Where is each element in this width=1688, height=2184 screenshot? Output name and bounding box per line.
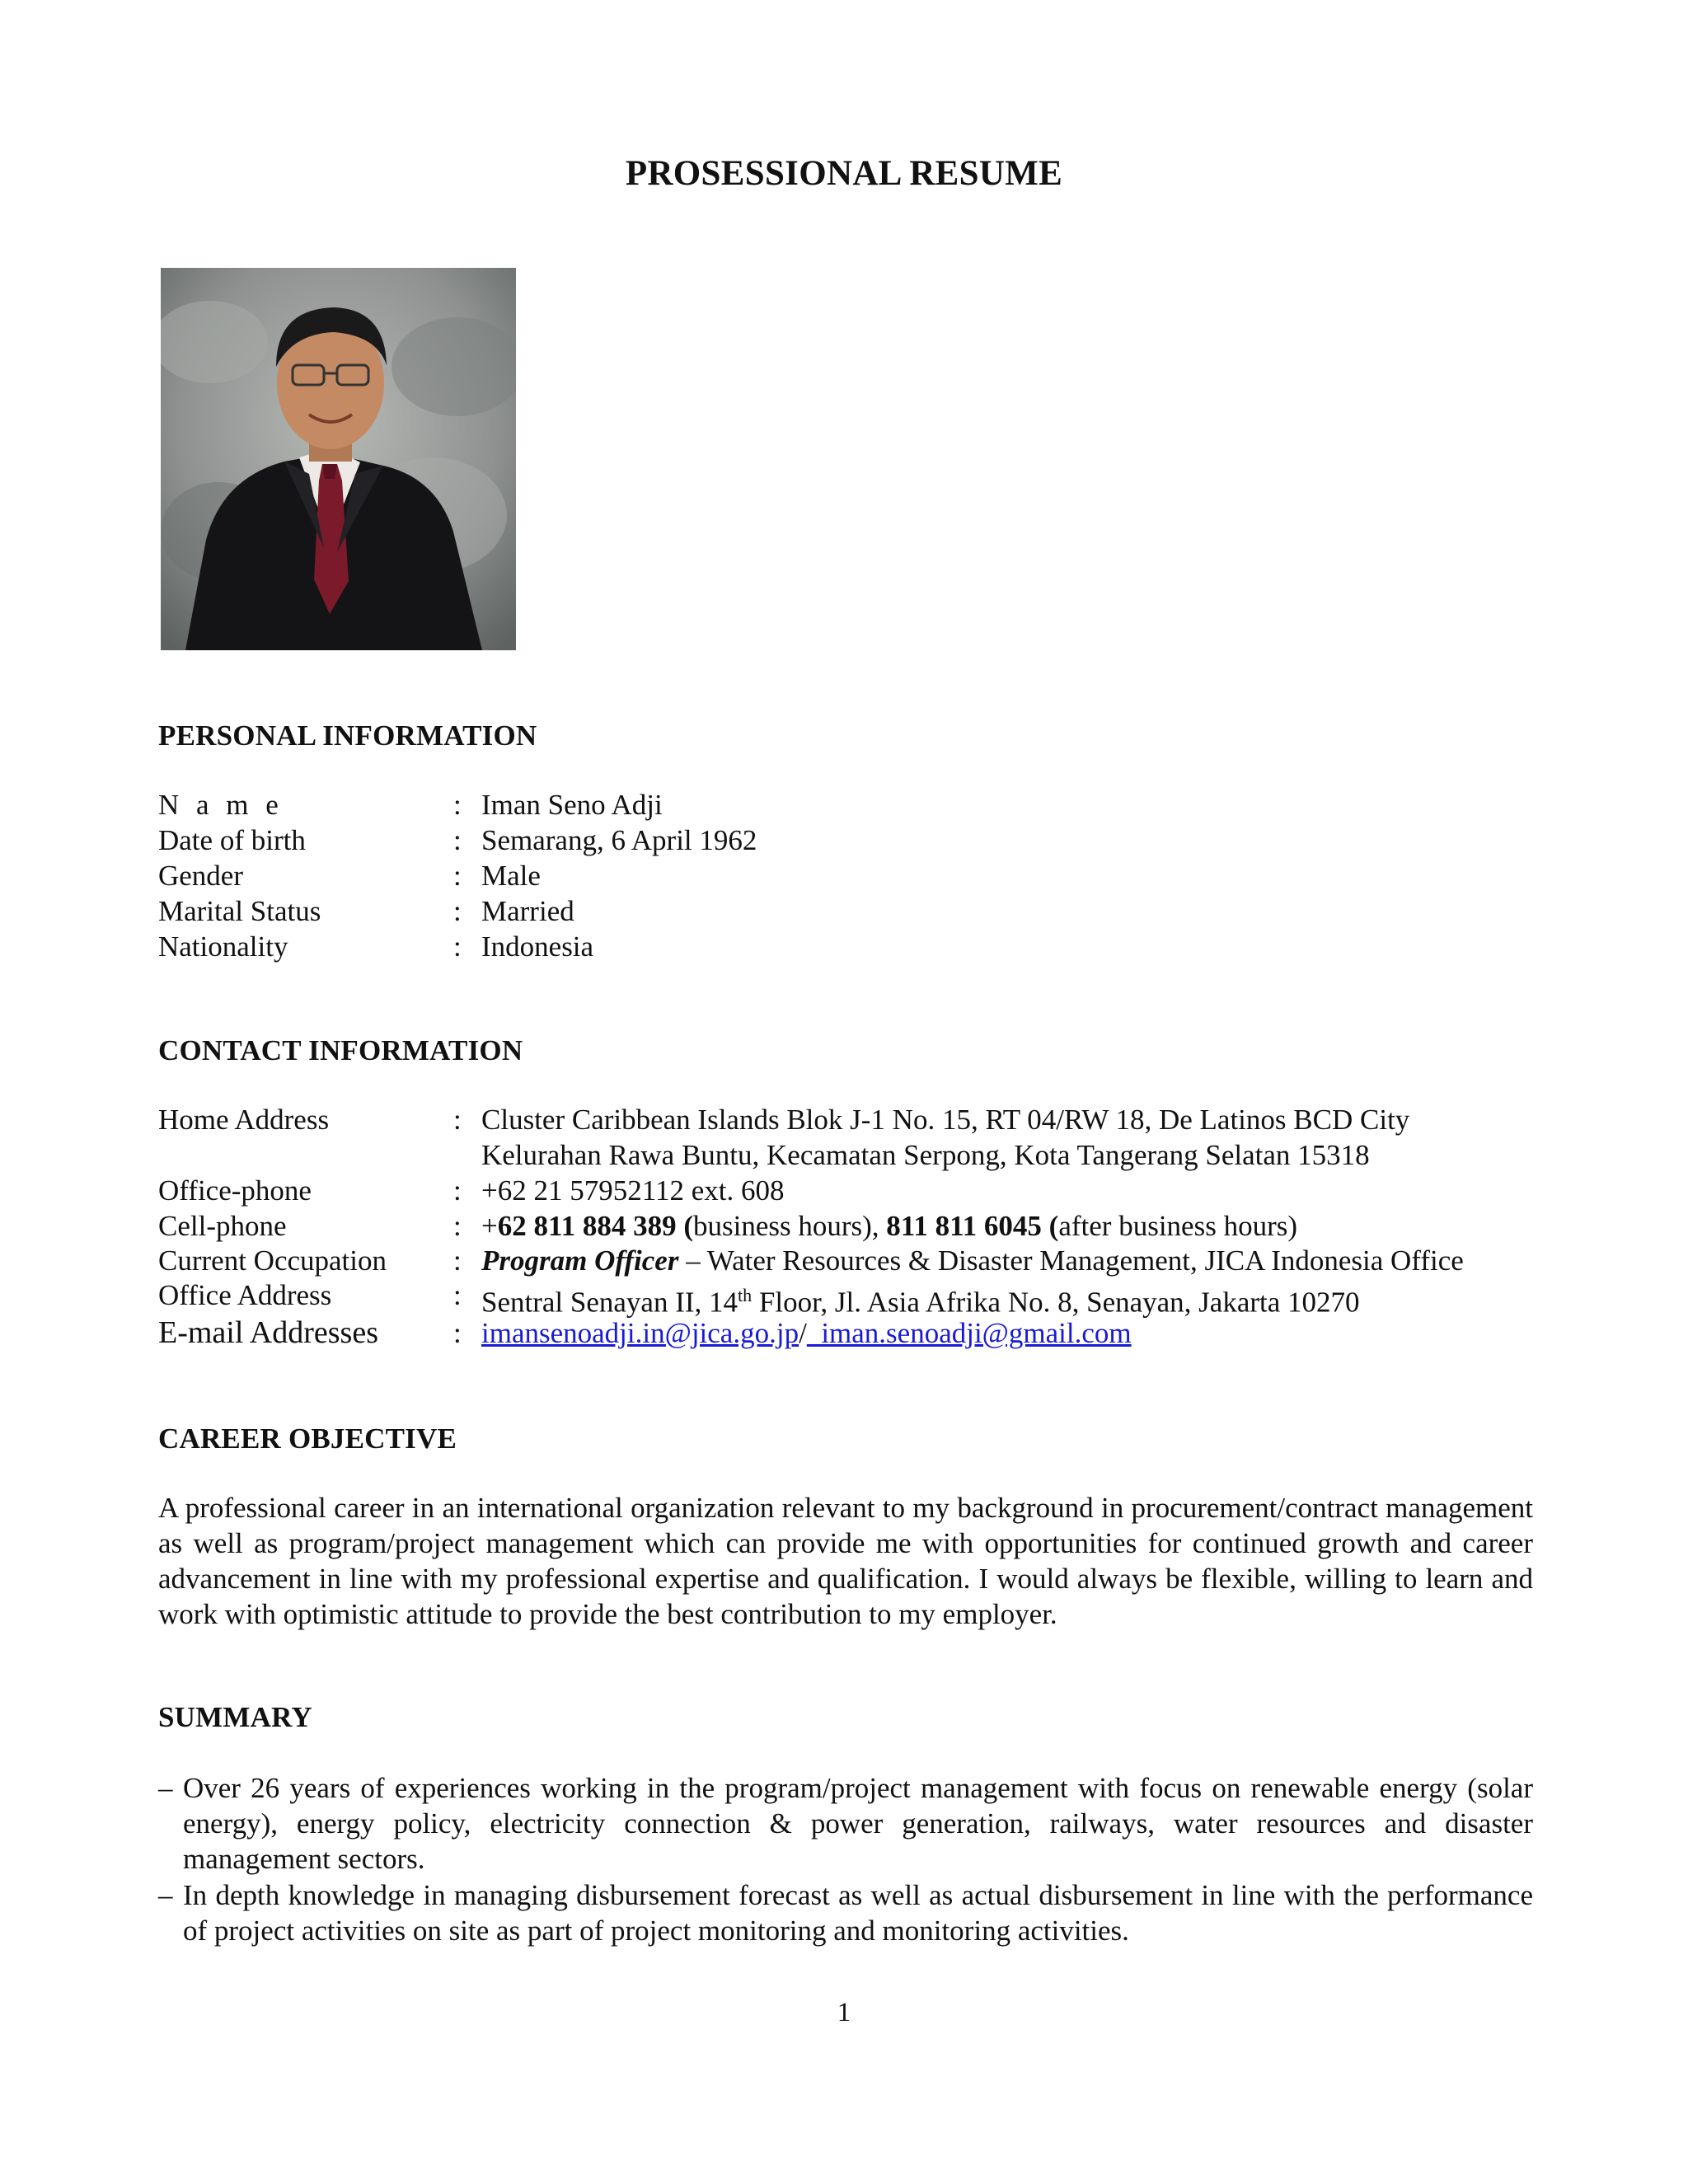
portrait-image — [161, 268, 516, 650]
occupation-value — [481, 1243, 1464, 1278]
nationality-label: Nationality — [158, 930, 288, 963]
colon: : — [453, 1210, 462, 1242]
office-address-sup: th — [738, 1285, 753, 1305]
marital-status-value: Married — [481, 895, 574, 927]
cell-plus: + — [481, 1210, 498, 1242]
colon: : — [453, 824, 462, 856]
home-address-label: Home Address — [158, 1104, 330, 1136]
career-objective-text: A professional career in an international organization relevant to my background in procurement/contract management as well as program/project management which can provide me with opportunities for continued growth and career advancement in line with my professional expertise and qualification. I would always be flexible, willing to learn and work with optimistic attitude to provide the best contribution to my employer. — [158, 1492, 1533, 1630]
colon: : — [453, 1244, 462, 1277]
cell-phone-label: Cell-phone — [158, 1210, 287, 1242]
office-phone-label: Office-phone — [158, 1174, 312, 1207]
cell-number-business: 62 811 884 389 ( — [497, 1210, 693, 1242]
summary-bullet-text: Over 26 years of experiences working in the program/project management with focus on renewable energy (solar energy), energy policy, electricity connection & power generation, railways, water resources and disaster management sectors. — [183, 1772, 1533, 1875]
email-link-jica[interactable]: imansenoadji.in@jica.go.jp — [481, 1317, 799, 1349]
office-address-part1: Sentral Senayan II, 14 — [481, 1286, 738, 1319]
occupation-title: Program Officer — [481, 1244, 679, 1277]
name-value: Iman Seno Adji — [481, 789, 663, 821]
dob-label: Date of birth — [158, 824, 306, 856]
colon: : — [453, 1104, 462, 1136]
gender-value: Male — [481, 860, 541, 892]
bullet-dash: – — [158, 1772, 173, 1804]
office-phone-value: +62 21 57952112 ext. 608 — [481, 1174, 785, 1207]
colon: : — [453, 1317, 462, 1349]
summary-heading: SUMMARY — [158, 1701, 312, 1733]
home-address-line2: Kelurahan Rawa Buntu, Kecamatan Serpong, Kota Tangerang Selatan 15318 — [481, 1139, 1370, 1171]
colon: : — [453, 1174, 462, 1207]
personal-information-heading: PERSONAL INFORMATION — [158, 719, 537, 752]
colon: : — [453, 860, 462, 892]
dob-value: Semarang, 6 April 1962 — [481, 824, 757, 856]
career-objective-heading: CAREER OBJECTIVE — [158, 1422, 457, 1455]
marital-status-label: Marital Status — [158, 895, 321, 927]
office-address-value — [481, 1277, 1360, 1320]
occupation-label: Current Occupation — [158, 1244, 387, 1277]
colon: : — [453, 789, 462, 821]
occupation-detail: – Water Resources & Disaster Management, JICA Indonesia Office — [678, 1244, 1464, 1277]
cell-note-business: business hours), — [692, 1210, 887, 1242]
email-link-gmail[interactable]: iman.senoadji@gmail.com — [806, 1317, 1132, 1349]
document-title: PROSESSIONAL RESUME — [625, 154, 1063, 193]
gender-label: Gender — [158, 860, 244, 892]
bullet-dash: – — [158, 1879, 173, 1911]
colon: : — [453, 930, 462, 963]
email-separator: / — [799, 1317, 807, 1349]
nationality-value: Indonesia — [481, 930, 594, 963]
colon: : — [453, 1279, 462, 1311]
name-label: N a m e — [158, 789, 284, 821]
summary-bullet-text: In depth knowledge in managing disbursement forecast as well as actual disbursement in line with the performance of project activities on site as part of project monitoring and monitoring activities. — [183, 1879, 1533, 1947]
office-address-part2: Floor, Jl. Asia Afrika No. 8, Senayan, Jakarta 10270 — [752, 1286, 1360, 1319]
cell-number-after-hours: 811 811 6045 ( — [886, 1210, 1059, 1242]
colon: : — [453, 895, 462, 927]
email-value — [481, 1315, 1132, 1351]
email-label: E-mail Addresses — [158, 1315, 379, 1350]
office-address-label: Office Address — [158, 1279, 332, 1311]
cell-phone-value — [481, 1208, 1297, 1244]
home-address-line1: Cluster Caribbean Islands Blok J-1 No. 15, RT 04/RW 18, De Latinos BCD City — [481, 1104, 1410, 1136]
profile-photo — [161, 268, 516, 650]
contact-information-heading: CONTACT INFORMATION — [158, 1034, 523, 1066]
cell-note-after-hours: after business hours) — [1058, 1210, 1297, 1242]
page-number: 1 — [837, 1998, 851, 2027]
